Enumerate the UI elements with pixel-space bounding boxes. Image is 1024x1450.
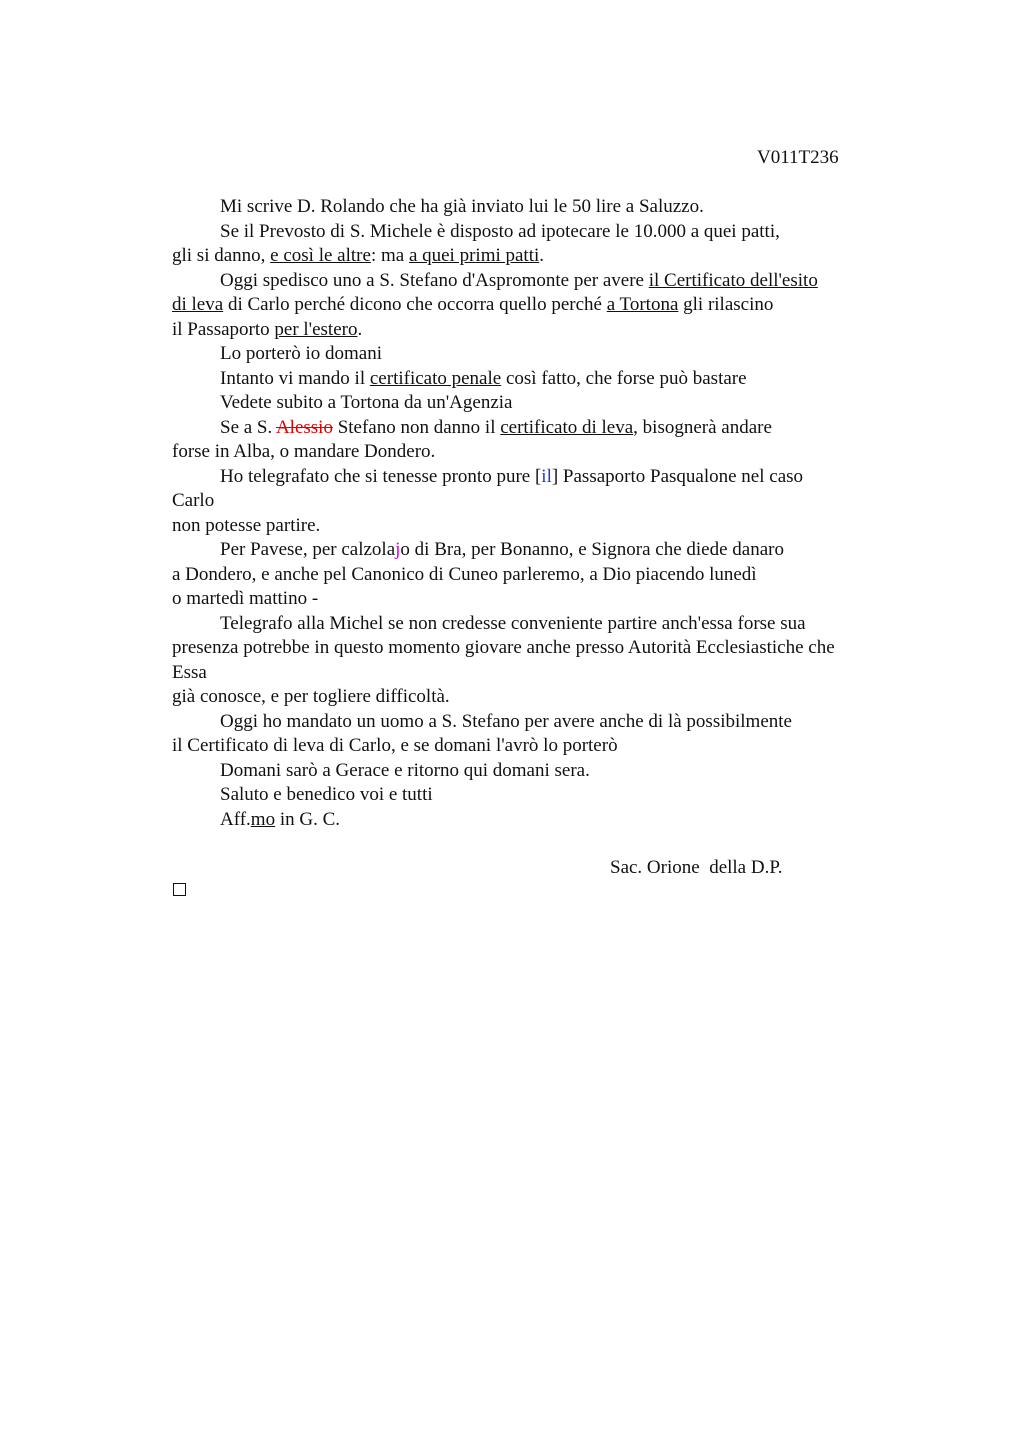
- text-segment: così fatto, che forse può bastare: [501, 367, 747, 389]
- text-segment: Per Pavese, per calzola: [220, 539, 396, 560]
- letter-line: [172, 367, 902, 392]
- letter-body: [172, 195, 902, 832]
- letter-line: [172, 195, 902, 220]
- text-segment: Ho telegrafato che si tenesse pronto pure [: [220, 465, 542, 487]
- underlined-text: il Certificato dell'esito: [648, 269, 818, 291]
- letter-line: [172, 636, 902, 661]
- text-segment: Oggi ho mandato un uomo a S. Stefano per avere anche di là possibilmente: [220, 710, 792, 732]
- letter-line: [172, 269, 902, 294]
- deleted-text: Alessio: [275, 416, 333, 438]
- text-segment: il Passaporto: [172, 318, 275, 340]
- text-segment: o martedì mattino -: [172, 588, 319, 609]
- signature: Sac. Orione della D.P.: [610, 857, 783, 878]
- text-segment: non potesse partire.: [172, 514, 321, 536]
- letter-line: [172, 514, 902, 539]
- text-segment: già conosce, e per togliere difficoltà.: [172, 686, 450, 707]
- letter-line: [172, 440, 902, 465]
- text-segment: il Certificato di leva di Carlo, e se domani l'avrò lo porterò: [172, 735, 618, 756]
- letter-line: [172, 538, 902, 563]
- text-segment: : ma: [370, 245, 409, 266]
- letter-line: [172, 318, 902, 343]
- checkbox-icon: [173, 883, 186, 896]
- letter-line: [172, 342, 902, 367]
- letter-line: [172, 244, 902, 269]
- text-segment: gli si danno,: [172, 245, 271, 266]
- text-segment: gli rilascino: [678, 294, 774, 315]
- text-segment: Essa: [172, 661, 207, 683]
- letter-line: [172, 808, 902, 833]
- text-segment: o di Bra, per Bonanno, e Signora che diede danaro: [400, 539, 784, 560]
- underlined-text: e così le altre: [270, 245, 371, 266]
- text-segment: presenza potrebbe in questo momento giovare anche presso Autorità Ecclesiastiche che: [172, 637, 835, 658]
- letter-line: [172, 759, 902, 784]
- text-segment: ] Passaporto Pasqualone nel caso: [551, 465, 804, 487]
- underlined-text: a Tortona: [606, 294, 679, 315]
- underlined-text: certificato penale: [369, 367, 502, 389]
- text-segment: .: [357, 318, 363, 340]
- underlined-text: a quei primi patti: [408, 245, 540, 266]
- text-segment: Vedete subito a Tortona da un'Agenzia: [220, 392, 513, 413]
- text-segment: Intanto vi mando il: [220, 367, 370, 389]
- letter-line: [172, 293, 902, 318]
- text-segment: di Carlo perché dicono che occorra quello perché: [223, 294, 607, 315]
- text-segment: Domani sarò a Gerace e ritorno qui domani sera.: [220, 759, 590, 781]
- underlined-text: certificato di leva: [500, 416, 634, 438]
- letter-line: [172, 685, 902, 710]
- letter-line: [172, 783, 902, 808]
- text-segment: forse in Alba, o mandare Dondero.: [172, 441, 436, 462]
- inserted-text: il: [541, 465, 552, 487]
- text-segment: .: [539, 245, 545, 266]
- text-segment: Telegrafo alla Michel se non credesse conveniente partire anch'essa forse sua: [220, 612, 806, 634]
- text-segment: in G. C.: [275, 808, 341, 830]
- letter-line: [172, 391, 902, 416]
- text-segment: Se il Prevosto di S. Michele è disposto ad ipotecare le 10.000 a quei patti,: [220, 220, 780, 242]
- letter-line: [172, 734, 902, 759]
- text-segment: Oggi spedisco uno a S. Stefano d'Aspromonte per avere: [220, 269, 649, 291]
- text-segment: Mi scrive D. Rolando che ha già inviato lui le 50 lire a Saluzzo.: [220, 196, 704, 217]
- letter-line: [172, 563, 902, 588]
- letter-line: [172, 489, 902, 514]
- text-segment: a Dondero, e anche pel Canonico di Cuneo parleremo, a Dio piacendo lunedì: [172, 563, 757, 585]
- letter-line: [172, 465, 902, 490]
- underlined-text: di leva: [172, 294, 224, 315]
- text-segment: Carlo: [172, 490, 215, 511]
- underlined-text: mo: [250, 808, 276, 830]
- text-segment: Se a S.: [220, 416, 276, 438]
- letter-line: [172, 220, 902, 245]
- text-segment: Stefano non danno il: [332, 416, 501, 438]
- letter-line: [172, 416, 902, 441]
- underlined-text: per l'estero: [274, 318, 358, 340]
- letter-line: [172, 710, 902, 735]
- text-segment: , bisognerà andare: [633, 416, 772, 438]
- text-segment: Saluto e benedico voi e tutti: [220, 784, 433, 805]
- letter-line: [172, 661, 902, 686]
- text-segment: Aff.: [220, 808, 251, 830]
- text-segment: Lo porterò io domani: [220, 343, 382, 364]
- letter-line: [172, 612, 902, 637]
- corrected-text: j: [395, 539, 401, 560]
- letter-line: [172, 587, 902, 612]
- document-id: V011T236: [757, 147, 839, 168]
